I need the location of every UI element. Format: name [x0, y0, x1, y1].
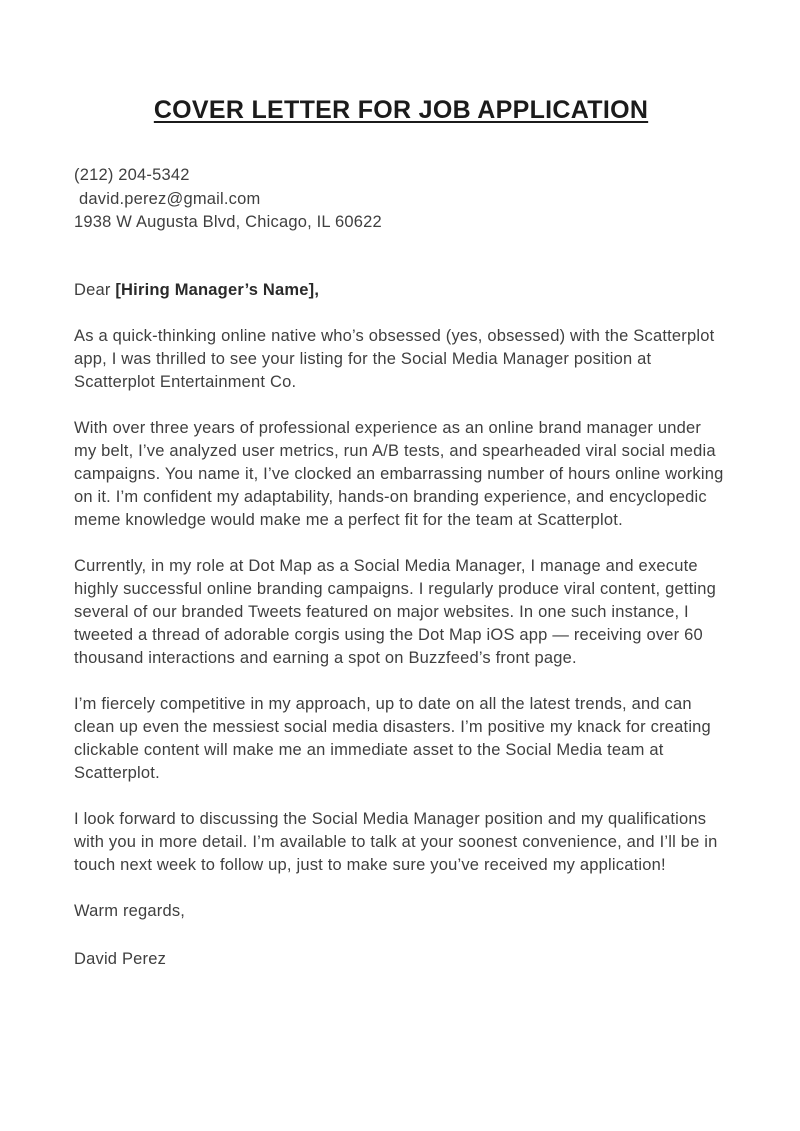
signature-name: David Perez	[74, 949, 167, 968]
contact-address: 1938 W Augusta Blvd, Chicago, IL 60622	[74, 213, 382, 231]
salutation-prefix: Dear	[74, 280, 116, 299]
contact-email: david.perez@gmail.com	[79, 189, 261, 208]
contact-block	[74, 164, 728, 235]
body-paragraph-intro: As a quick-thinking online native who’s obsessed (yes, obsessed) with the Scatterplot app, I was thrilled to see your listing for the Social Media Manager position at Scatterplot Entertainment Co.	[74, 326, 715, 391]
salutation-line	[74, 279, 728, 302]
contact-phone: (212) 204-5342	[74, 166, 190, 184]
body-paragraph-experience: With over three years of professional experience as an online brand manager under my belt, I’ve analyzed user metrics, run A/B tests, and spearheaded viral social media campaigns. You name it, I’ve clocked an embarrassing number of hours online working on it. I’m confident my adaptability, hands-on branding experience, and encyclopedic meme knowledge would make me a perfect fit for the team at Scatterplot.	[74, 418, 724, 529]
body-paragraph-follow-up: I look forward to discussing the Social Media Manager position and my qualifications with you in more detail. I’m available to talk at your soonest convenience, and I’ll be in touch next week to follow up, just to make sure you’ve received my application!	[74, 809, 718, 874]
body-paragraph-current-role: Currently, in my role at Dot Map as a Social Media Manager, I manage and execute highly successful online branding campaigns. I regularly produce viral content, getting several of our branded Tweets featured on major websites. In one such instance, I tweeted a thread of adorable corgis using the Dot Map iOS app — receiving over 60 thousand interactions and earning a spot on Buzzfeed’s front page.	[74, 556, 717, 667]
body-paragraph-strengths: I’m fiercely competitive in my approach, up to date on all the latest trends, and can clean up even the messiest social media disasters. I’m positive my knack for creating clickable content will make me an immediate asset to the Social Media team at Scatterplot.	[74, 694, 711, 782]
page-title: COVER LETTER FOR JOB APPLICATION	[153, 96, 649, 124]
valediction: Warm regards,	[74, 901, 186, 920]
salutation-recipient-placeholder: [Hiring Manager’s Name],	[115, 280, 320, 299]
